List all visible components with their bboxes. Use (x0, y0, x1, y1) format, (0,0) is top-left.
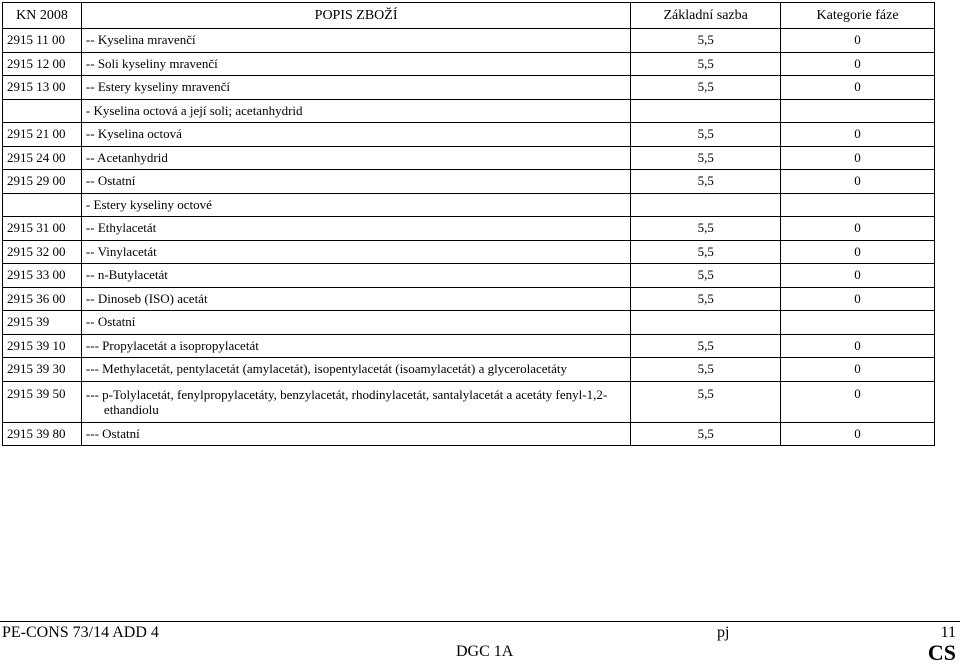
row-rate: 5,5 (631, 170, 781, 194)
row-rate: 5,5 (631, 422, 781, 446)
row-category: 0 (781, 287, 935, 311)
row-code (3, 99, 82, 123)
row-code: 2915 11 00 (3, 29, 82, 53)
row-description: -- Soli kyseliny mravenčí (81, 52, 630, 76)
row-code: 2915 39 80 (3, 422, 82, 446)
row-description: -- Kyselina mravenčí (81, 29, 630, 53)
row-rate: 5,5 (631, 381, 781, 422)
row-description: --- Methylacetát, pentylacetát (amylacetát), isopentylacetát (isoamylacetát) a glycerolacetáty (81, 358, 630, 382)
row-category: 0 (781, 358, 935, 382)
row-rate: 5,5 (631, 358, 781, 382)
footer-department: DGC 1A (456, 643, 514, 660)
row-rate: 5,5 (631, 76, 781, 100)
row-category: 0 (781, 334, 935, 358)
row-category: 0 (781, 29, 935, 53)
table-row (3, 358, 935, 382)
table-row (3, 146, 935, 170)
row-code: 2915 32 00 (3, 240, 82, 264)
table-body (3, 29, 935, 446)
row-description: -- Estery kyseliny mravenčí (81, 76, 630, 100)
footer-initials: pj (717, 624, 730, 641)
row-code: 2915 33 00 (3, 264, 82, 288)
row-rate: 5,5 (631, 334, 781, 358)
row-category: 0 (781, 381, 935, 422)
row-category: 0 (781, 146, 935, 170)
header-code: KN 2008 (3, 3, 82, 29)
table-row (3, 170, 935, 194)
table-row (3, 264, 935, 288)
row-rate: 5,5 (631, 217, 781, 241)
table-row (3, 287, 935, 311)
row-code: 2915 31 00 (3, 217, 82, 241)
row-description: - Kyselina octová a její soli; acetanhydrid (81, 99, 630, 123)
row-rate (631, 193, 781, 217)
row-code (3, 193, 82, 217)
row-rate: 5,5 (631, 146, 781, 170)
row-rate: 5,5 (631, 123, 781, 147)
table-row (3, 311, 935, 335)
row-category: 0 (781, 264, 935, 288)
table-row (3, 52, 935, 76)
row-description: -- Kyselina octová (81, 123, 630, 147)
row-code: 2915 39 50 (3, 381, 82, 422)
row-rate: 5,5 (631, 240, 781, 264)
header-description: POPIS ZBOŽÍ (81, 3, 630, 29)
row-rate (631, 311, 781, 335)
row-category: 0 (781, 217, 935, 241)
table-row (3, 99, 935, 123)
row-description: - Estery kyseliny octové (81, 193, 630, 217)
tariff-table (2, 2, 935, 446)
row-code: 2915 13 00 (3, 76, 82, 100)
row-description: -- Ostatní (81, 170, 630, 194)
row-rate: 5,5 (631, 287, 781, 311)
row-category: 0 (781, 52, 935, 76)
table-row (3, 334, 935, 358)
row-category: 0 (781, 422, 935, 446)
table-row (3, 381, 935, 422)
row-category: 0 (781, 170, 935, 194)
row-category (781, 193, 935, 217)
header-row (3, 3, 935, 29)
table-row (3, 193, 935, 217)
row-description: -- Dinoseb (ISO) acetát (81, 287, 630, 311)
table-row (3, 217, 935, 241)
row-description: -- Vinylacetát (81, 240, 630, 264)
row-code: 2915 39 (3, 311, 82, 335)
row-rate (631, 99, 781, 123)
row-code: 2915 29 00 (3, 170, 82, 194)
row-category: 0 (781, 76, 935, 100)
table-row (3, 76, 935, 100)
table-row (3, 29, 935, 53)
row-rate: 5,5 (631, 264, 781, 288)
row-category (781, 99, 935, 123)
row-code: 2915 36 00 (3, 287, 82, 311)
table-row (3, 123, 935, 147)
row-description: -- Ethylacetát (81, 217, 630, 241)
footer-language: CS (927, 640, 956, 665)
footer-page-number: 11 (940, 624, 956, 641)
row-code: 2915 39 30 (3, 358, 82, 382)
table-row (3, 422, 935, 446)
table-header (3, 3, 935, 29)
row-description: -- n-Butylacetát (81, 264, 630, 288)
row-category: 0 (781, 123, 935, 147)
row-description: -- Ostatní (81, 311, 630, 335)
table-row (3, 240, 935, 264)
footer-reference: PE-CONS 73/14 ADD 4 (2, 624, 159, 641)
row-description: --- Propylacetát a isopropylacetát (81, 334, 630, 358)
row-code: 2915 39 10 (3, 334, 82, 358)
row-description (81, 381, 630, 422)
row-rate: 5,5 (631, 29, 781, 53)
row-description: --- Ostatní (81, 422, 630, 446)
row-category (781, 311, 935, 335)
row-code: 2915 12 00 (3, 52, 82, 76)
header-rate: Základní sazba (631, 3, 781, 29)
row-category: 0 (781, 240, 935, 264)
row-description: -- Acetanhydrid (81, 146, 630, 170)
footer-divider (0, 621, 960, 622)
row-code: 2915 24 00 (3, 146, 82, 170)
row-code: 2915 21 00 (3, 123, 82, 147)
header-category: Kategorie fáze (781, 3, 935, 29)
row-description-text: --- p-Tolylacetát, fenylpropylacetáty, benzylacetát, rhodinylacetát, santalylacetát a acetáty fenyl-1,2-ethandiolu (85, 386, 608, 417)
row-rate: 5,5 (631, 52, 781, 76)
